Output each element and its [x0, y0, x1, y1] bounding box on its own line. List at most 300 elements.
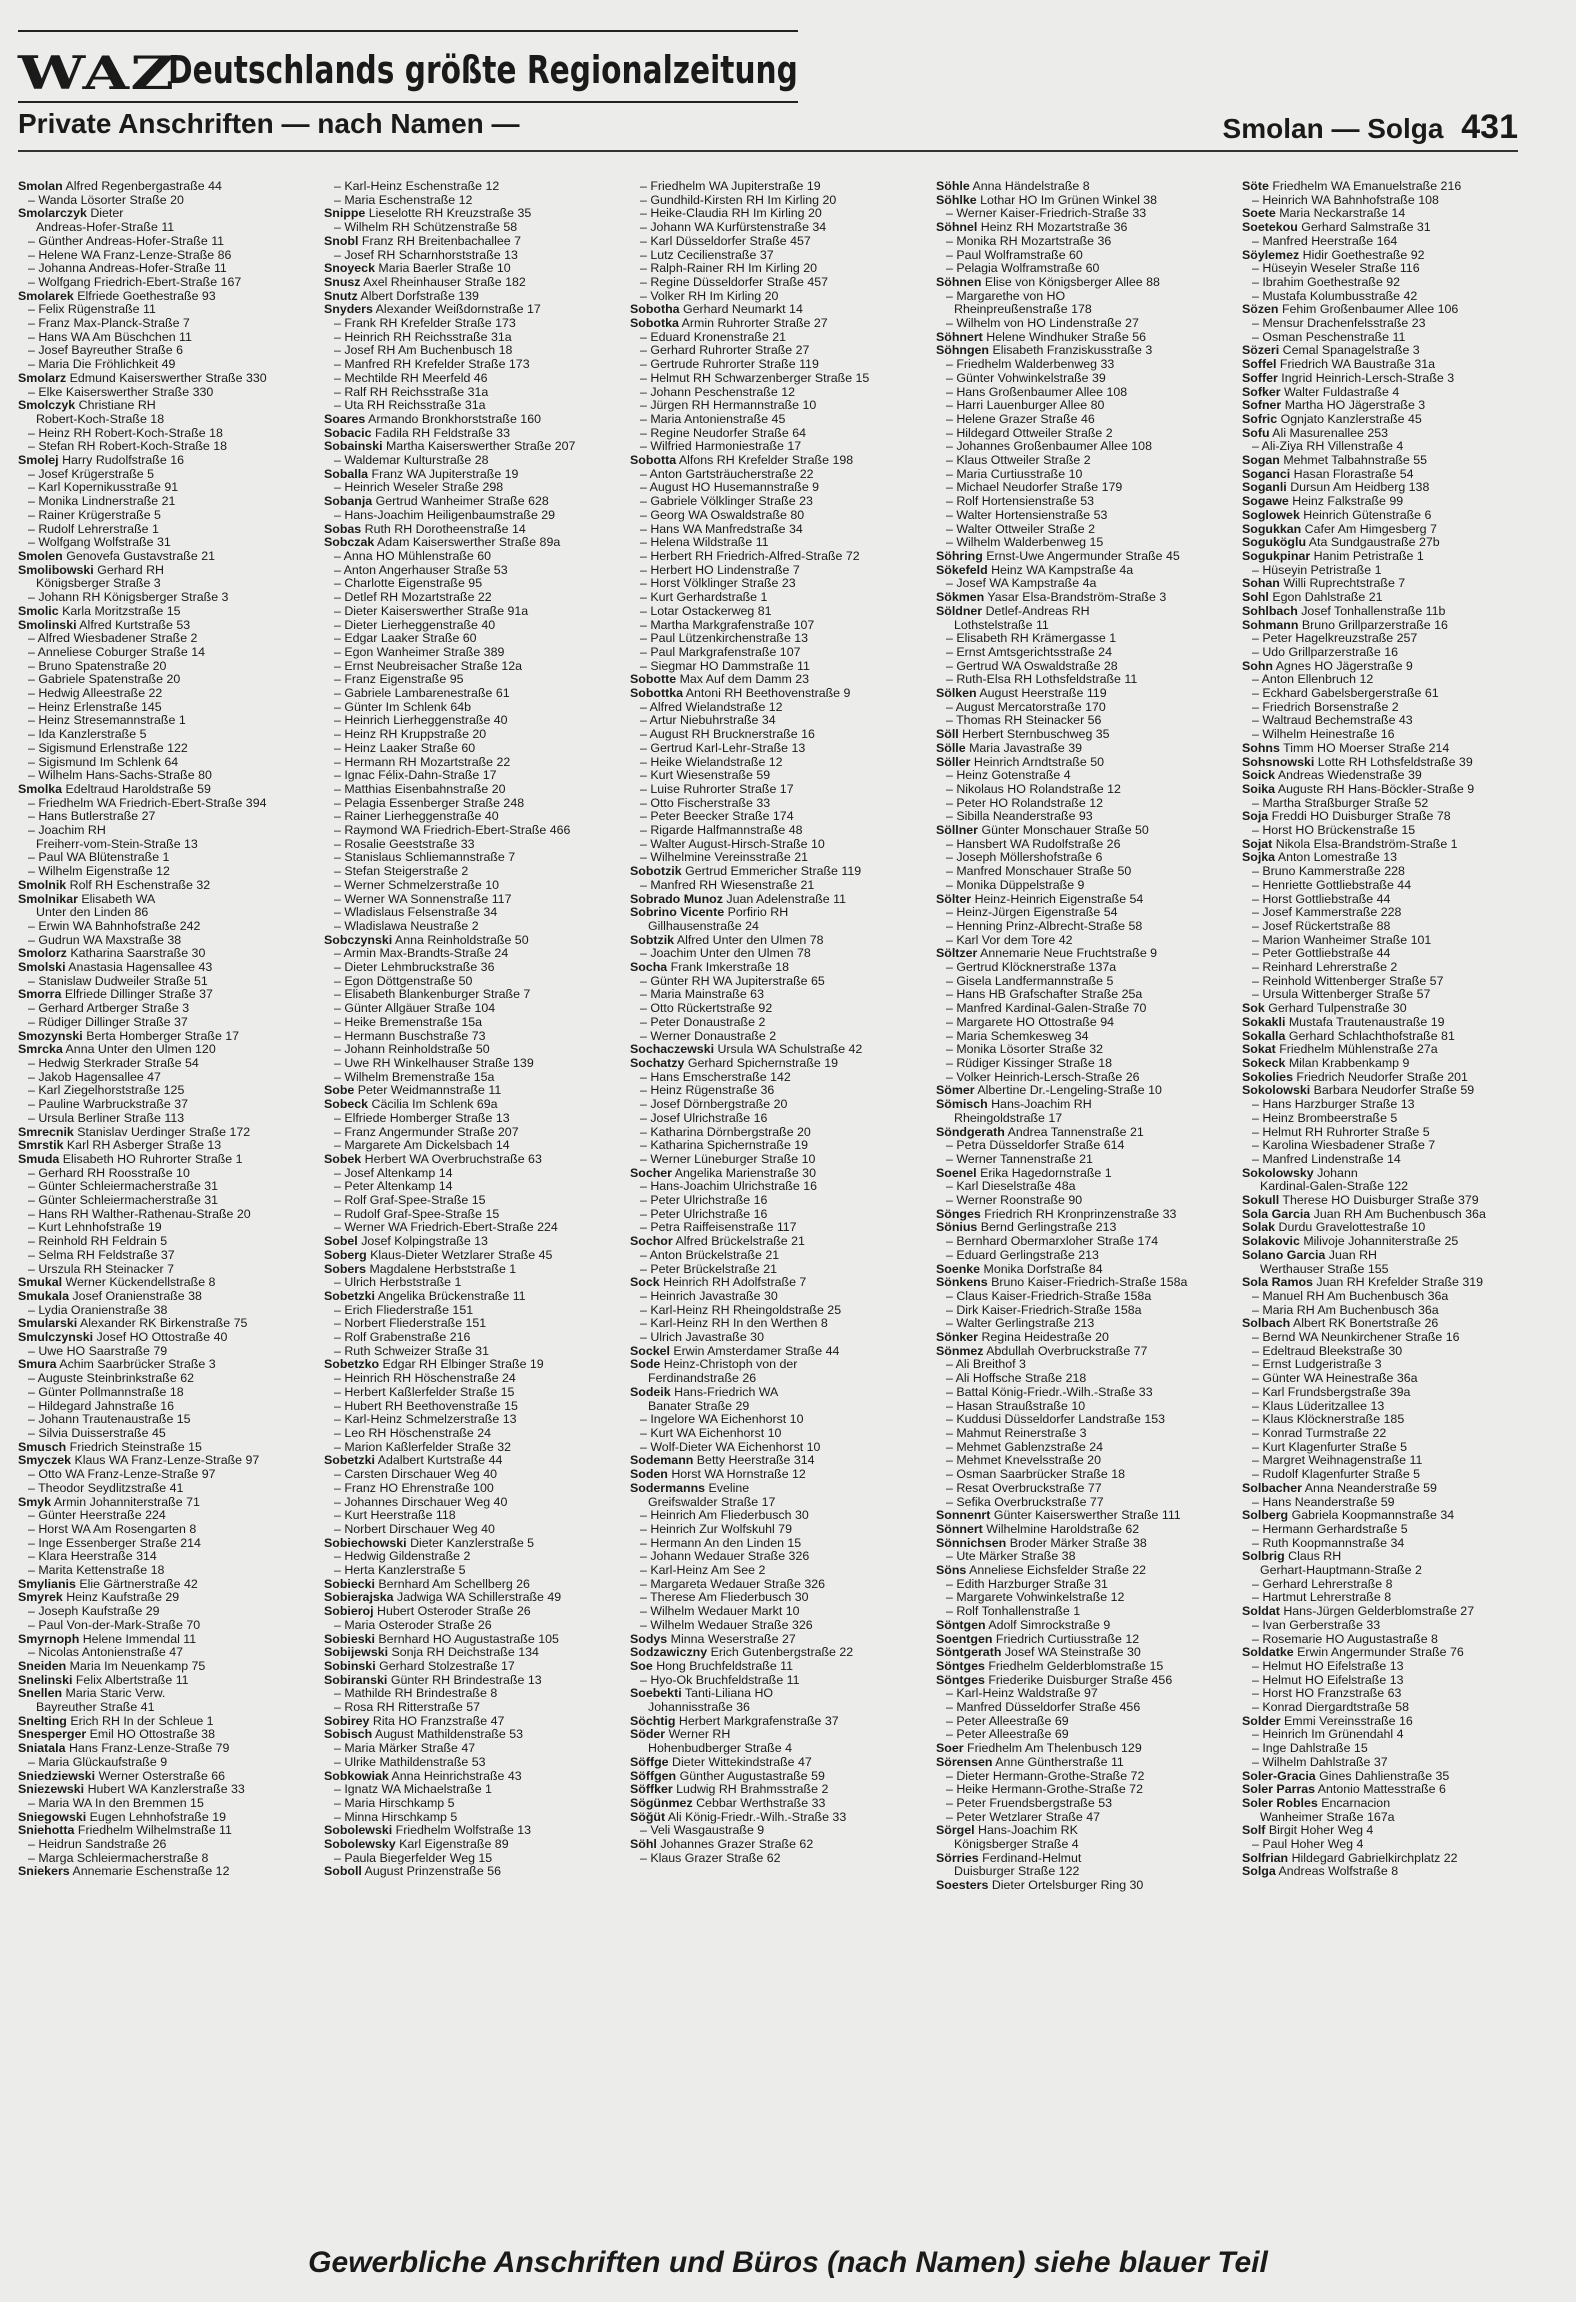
entry-text: – Stanislaw Dudweiler Straße 51 — [28, 974, 208, 988]
entry-text: Klaus-Dieter Wetzlarer Straße 45 — [370, 1248, 553, 1262]
entry-text: – Karl Ziegelhorststraße 125 — [28, 1084, 185, 1098]
listing-entry — [18, 1057, 303, 1071]
surname: Soganli — [1242, 481, 1287, 495]
entry-text: Gabriela Koopmannstraße 34 — [1291, 1509, 1455, 1523]
listing-entry — [630, 372, 915, 386]
surname: Smolarz — [18, 371, 67, 385]
listing-entry — [630, 742, 915, 756]
listing-entry — [1242, 687, 1527, 701]
entry-text: Bruno Grillparzerstraße 16 — [1301, 618, 1448, 632]
listing-entry — [936, 701, 1221, 715]
listing-entry — [630, 1496, 915, 1510]
listing-entry — [1242, 1016, 1527, 1030]
surname: Smolorz — [18, 947, 67, 961]
entry-text: Anna Neanderstraße 59 — [1304, 1481, 1437, 1495]
listing-entry — [324, 481, 609, 495]
listing-entry — [1242, 1345, 1527, 1359]
entry-text: Heinrich RH Adolfstraße 7 — [663, 1276, 807, 1290]
listing-entry — [936, 1879, 1221, 1893]
entry-text: – Carsten Dirschauer Weg 40 — [334, 1468, 497, 1482]
surname: Sobczak — [324, 536, 375, 550]
entry-text: – Georg WA Oswaldstraße 80 — [640, 508, 805, 522]
surname: Sogawe — [1242, 495, 1289, 509]
listing-entry — [630, 303, 915, 317]
entry-text: Alfred Unter den Ulmen 78 — [676, 933, 824, 947]
listing-entry — [936, 468, 1221, 482]
listing-entry — [18, 810, 303, 824]
listing-entry — [1242, 988, 1527, 1002]
listing-entry — [18, 1372, 303, 1386]
entry-text: – Mahmut Reinerstraße 3 — [946, 1426, 1087, 1440]
listing-entry — [630, 577, 915, 591]
entry-text: – Wilhelm Bremenstraße 15a — [334, 1070, 495, 1084]
waz-logo: WAZ — [18, 46, 176, 100]
entry-text: – Werner WA Friedrich-Ebert-Straße 224 — [334, 1221, 558, 1235]
entry-text: – Josef Rückertstraße 88 — [1252, 919, 1391, 933]
entry-text: Freiherr-vom-Stein-Straße 13 — [36, 837, 198, 851]
listing-entry — [936, 1002, 1221, 1016]
entry-text: – Kurt Wiesenstraße 59 — [640, 769, 771, 783]
entry-text: – Sibilla Neanderstraße 93 — [946, 810, 1093, 824]
entry-text: – Lydia Oranienstraße 38 — [28, 1303, 168, 1317]
listing-entry — [1242, 1728, 1527, 1742]
entry-text: – Felix Rügenstraße 11 — [28, 303, 156, 317]
surname: Sobe — [324, 1084, 355, 1098]
surname: Söldner — [936, 604, 983, 618]
surname: Smrcka — [18, 1043, 63, 1057]
surname: Söhngen — [936, 344, 989, 358]
listing-entry — [936, 1811, 1221, 1825]
entry-text: Ruth RH Dorotheenstraße 14 — [364, 522, 526, 536]
entry-text: Hanim Petristraße 1 — [1313, 549, 1424, 563]
listing-entry — [936, 1345, 1221, 1359]
listing-entry — [1242, 810, 1527, 824]
listing-entry — [630, 468, 915, 482]
entry-text: Ferdinand-Helmut — [982, 1851, 1082, 1865]
surname: Sobotzik — [630, 865, 682, 879]
entry-text: Adolf Simrockstraße 9 — [988, 1618, 1111, 1632]
listing-entry — [324, 605, 609, 619]
entry-text: August Heerstraße 119 — [979, 687, 1107, 701]
listing-entry — [324, 1345, 609, 1359]
entry-text: Gertrud Emmericher Straße 119 — [685, 865, 862, 879]
listing-entry — [630, 893, 915, 907]
entry-text: – Peter Gottliebstraße 44 — [1252, 947, 1391, 961]
entry-text: Juan Adelenstraße 11 — [726, 892, 847, 906]
surname: Smukal — [18, 1276, 63, 1290]
entry-text: – Frank RH Krefelder Straße 173 — [334, 317, 516, 331]
listing-entry — [18, 975, 303, 989]
entry-text: Walter Fuldastraße 4 — [1284, 385, 1400, 399]
listing-entry — [324, 221, 609, 235]
listing-entry — [324, 550, 609, 564]
entry-text: – Heinrich Javastraße 30 — [640, 1289, 778, 1303]
entry-text: – Edgar Laaker Straße 60 — [334, 632, 477, 646]
entry-text: – Artur Niebuhrstraße 34 — [640, 714, 776, 728]
listing-entry — [1242, 632, 1527, 646]
surname: Soler-Gracia — [1242, 1769, 1316, 1783]
entry-text: – Herbert HO Lindenstraße 7 — [640, 563, 800, 577]
footer-note: Gewerbliche Anschriften und Büros (nach Namen) siehe blauer Teil — [308, 2246, 1268, 2279]
entry-text: Hong Bruchfeldstraße 11 — [656, 1659, 794, 1673]
entry-text: – Heinrich WA Bahnhofstraße 108 — [1252, 193, 1439, 207]
listing-entry — [324, 1276, 609, 1290]
surname: Sojat — [1242, 837, 1273, 851]
entry-text: – Karl Vor dem Tore 42 — [946, 933, 1073, 947]
surname: Snobl — [324, 234, 359, 248]
surname: Soenel — [936, 1166, 977, 1180]
entry-text: Armin Johanniterstraße 71 — [53, 1495, 200, 1509]
listing-entry — [1242, 276, 1527, 290]
entry-text: – Norbert Dirschauer Weg 40 — [334, 1522, 495, 1536]
entry-text: – Edeltraud Bleekstraße 30 — [1252, 1344, 1403, 1358]
listing-entry — [936, 1413, 1221, 1427]
masthead-rule — [18, 101, 798, 103]
listing-entry — [1242, 399, 1527, 413]
surname: Snutz — [324, 289, 358, 303]
entry-text: – Joseph Kaufstraße 29 — [28, 1605, 160, 1619]
entry-text: – Sigismund Im Schlenk 64 — [28, 755, 179, 769]
entry-text: Josef Oranienstraße 38 — [72, 1289, 202, 1303]
entry-text: Hidir Goethestraße 92 — [1302, 248, 1425, 262]
listing-entry — [630, 646, 915, 660]
surname: Sobrino Vicente — [630, 906, 725, 920]
listing-entry — [324, 961, 609, 975]
entry-text: – Josef Dörnbergstraße 20 — [640, 1098, 788, 1112]
entry-text: – Heike Hermann-Grothe-Straße 72 — [946, 1783, 1143, 1797]
entry-text: Günter Monschauer Straße 50 — [981, 824, 1149, 838]
entry-text: Eugen Lehnhofstraße 19 — [89, 1810, 227, 1824]
listing-entry — [18, 1386, 303, 1400]
listing-entry — [18, 769, 303, 783]
listing-entry — [630, 1578, 915, 1592]
entry-text: – Hans Butlerstraße 27 — [28, 810, 156, 824]
entry-text: Minna Weserstraße 27 — [670, 1632, 796, 1646]
entry-text: – Gabriele Spatenstraße 20 — [28, 673, 181, 687]
listing-entry — [18, 1660, 303, 1674]
surname: Soberg — [324, 1248, 367, 1262]
entry-text: – Jakob Hagensallee 47 — [28, 1070, 161, 1084]
surname: Sobieski — [324, 1632, 375, 1646]
surname: Sobolewsky — [324, 1838, 396, 1852]
surname: Söğüt — [630, 1810, 666, 1824]
listing-entry — [936, 1468, 1221, 1482]
surname: Soesters — [936, 1879, 989, 1893]
section-subtitle: Private Anschriften — nach Namen — — [18, 108, 520, 139]
surname: Smyczek — [18, 1454, 72, 1468]
entry-text: – Otto WA Franz-Lenze-Straße 97 — [28, 1468, 216, 1482]
listing-entry — [630, 1633, 915, 1647]
listing-entry — [936, 454, 1221, 468]
listing-entry — [1242, 1194, 1527, 1208]
entry-text: – Günter Vohwinkelstraße 39 — [946, 371, 1106, 385]
surname: Sniezewski — [18, 1783, 85, 1797]
listing-entry — [1242, 605, 1527, 619]
entry-text: Albert RK Bonertstraße 26 — [1292, 1317, 1439, 1331]
entry-text: – Paul Lützenkirchenstraße 13 — [640, 632, 809, 646]
listing-entry — [1242, 920, 1527, 934]
surname: Sogukpinar — [1242, 549, 1311, 563]
entry-text: Rheingoldstraße 17 — [954, 1111, 1063, 1125]
listing-entry — [936, 194, 1221, 208]
surname: Soboll — [324, 1865, 362, 1879]
listing-entry — [18, 1194, 303, 1208]
entry-text: – Dieter Hermann-Grothe-Straße 72 — [946, 1769, 1145, 1783]
entry-text: – Maria Eschenstraße 12 — [334, 193, 473, 207]
listing-entry — [324, 317, 609, 331]
surname: Soetekou — [1242, 221, 1298, 235]
entry-text: – Helena Wildstraße 11 — [640, 536, 769, 550]
entry-text: – Hasan Straußstraße 10 — [946, 1399, 1086, 1413]
entry-text: – Josef Krügerstraße 5 — [28, 467, 155, 481]
entry-text: Alexander Weißdornstraße 17 — [375, 303, 541, 317]
entry-text: Hildegard Gabrielkirchplatz 22 — [1291, 1851, 1458, 1865]
listing-entry — [630, 1756, 915, 1770]
surname: Smyk — [18, 1495, 52, 1509]
listing-entry — [18, 1317, 303, 1331]
entry-text: Erika Hagedornstraße 1 — [980, 1166, 1112, 1180]
listing-entry — [1242, 769, 1527, 783]
listing-entry — [1242, 619, 1527, 633]
entry-text: Encarnacion — [1321, 1796, 1391, 1810]
surname: Smolarczyk — [18, 207, 87, 221]
listing-entry — [630, 1427, 915, 1441]
entry-text: Ferdinandstraße 26 — [648, 1372, 757, 1386]
entry-text: – Peter Fruendsbergstraße 53 — [946, 1796, 1112, 1810]
entry-text: Andreas-Hofer-Straße 11 — [36, 221, 175, 235]
listing-entry — [630, 673, 915, 687]
entry-text: – Elisabeth Blankenburger Straße 7 — [334, 988, 531, 1002]
entry-text: – Kurt Heerstraße 118 — [334, 1509, 456, 1523]
entry-text: Magdalene Herbststraße 1 — [369, 1262, 517, 1276]
listing-entry — [1242, 1852, 1527, 1866]
entry-text: Hans-Jürgen Gelderblomstraße 27 — [1283, 1605, 1475, 1619]
entry-text: – Gerhard Lehrerstraße 8 — [1252, 1577, 1393, 1591]
entry-text: – Sigismund Erlenstraße 122 — [28, 741, 188, 755]
listing-entry — [1242, 1660, 1527, 1674]
entry-text: Friedrich Neudorfer Straße 201 — [1296, 1070, 1468, 1084]
surname: Sobiechowski — [324, 1536, 407, 1550]
entry-text: – Heinz Erlenstraße 145 — [28, 700, 162, 714]
listing-column-1 — [18, 180, 303, 2200]
surname: Söder — [630, 1728, 666, 1742]
masthead — [18, 44, 176, 102]
listing-entry — [1242, 714, 1527, 728]
listing-entry — [936, 1605, 1221, 1619]
listing-entry — [1242, 1139, 1527, 1153]
entry-text: – Josef WA Kampstraße 4a — [946, 577, 1097, 591]
entry-text: Elfriede Goethestraße 93 — [77, 289, 216, 303]
listing-entry — [630, 180, 915, 194]
surname: Snelinski — [18, 1673, 73, 1687]
entry-text: – Stanislaus Schliemannstraße 7 — [334, 851, 516, 865]
listing-entry — [936, 646, 1221, 660]
entry-text: – Ruth-Elsa RH Lothsfeldstraße 11 — [946, 673, 1138, 687]
entry-text: Milivoje Johanniterstraße 25 — [1303, 1235, 1459, 1249]
entry-text: – Regine Neudorfer Straße 64 — [640, 426, 806, 440]
surname: Söte — [1242, 180, 1269, 193]
listing-entry — [936, 1194, 1221, 1208]
listing-entry — [630, 331, 915, 345]
entry-text: – Wladislawa Neustraße 2 — [334, 919, 479, 933]
entry-text: – Inge Dahlstraße 15 — [1252, 1742, 1368, 1756]
surname: Sodermanns — [630, 1481, 706, 1495]
listing-entry — [324, 1496, 609, 1510]
listing-entry — [630, 1550, 915, 1564]
surname: Soete — [1242, 207, 1276, 221]
listing-entry — [1242, 358, 1527, 372]
entry-text: – Heinz Stresemannstraße 1 — [28, 714, 186, 728]
listing-entry — [1242, 947, 1527, 961]
listing-entry — [1242, 1057, 1527, 1071]
surname: Smyrek — [18, 1591, 63, 1605]
listing-entry — [324, 427, 609, 441]
listing-entry — [1242, 440, 1527, 454]
entry-text: – Uta RH Reichsstraße 31a — [334, 399, 486, 413]
entry-text: – Werner Lüneburger Straße 10 — [640, 1152, 816, 1166]
entry-text: – Hermann Gerhardstraße 5 — [1252, 1522, 1408, 1536]
entry-text: – Joachim RH — [28, 824, 106, 838]
surname: Sohan — [1242, 577, 1280, 591]
surname: Smolic — [18, 604, 59, 618]
entry-text: – Günter Im Schlenk 64b — [334, 700, 472, 714]
entry-text: Hans-Joachim RH — [991, 1098, 1092, 1112]
listing-entry — [630, 1098, 915, 1112]
listing-entry — [1242, 865, 1527, 879]
entry-text: – Ulrich Javastraße 30 — [640, 1331, 764, 1345]
listing-entry — [1242, 851, 1527, 865]
entry-text: – Paul Wolframstraße 60 — [946, 248, 1083, 262]
listing-entry — [936, 1482, 1221, 1496]
listing-entry — [18, 1263, 303, 1277]
entry-text: Annemarie Neue Fruchtstraße 9 — [980, 947, 1158, 961]
entry-text: Ernst-Uwe Angermunder Straße 45 — [986, 549, 1180, 563]
entry-text: Heinrich Gütenstraße 6 — [1303, 508, 1432, 522]
listing-entry — [630, 632, 915, 646]
listing-entry — [324, 851, 609, 865]
page-header — [1223, 108, 1518, 147]
entry-text: – Peter Ulrichstraße 16 — [640, 1207, 768, 1221]
entry-text: – Egon Wanheimer Straße 389 — [334, 645, 505, 659]
entry-text: – Hans Großenbaumer Allee 108 — [946, 385, 1128, 399]
surname: Soebekti — [630, 1687, 682, 1701]
surname: Soentgen — [936, 1632, 993, 1646]
entry-text: Friedhelm Wilhelmstraße 11 — [77, 1824, 232, 1838]
listing-entry — [18, 1290, 303, 1304]
listing-entry — [18, 1550, 303, 1564]
entry-text: – Josef Bayreuther Straße 6 — [28, 344, 183, 358]
listing-entry — [936, 920, 1221, 934]
listing-entry — [936, 509, 1221, 523]
entry-text: Erwin Angermunder Straße 76 — [1297, 1646, 1464, 1660]
listing-entry — [936, 1715, 1221, 1729]
listing-entry — [1242, 1427, 1527, 1441]
entry-text: – Marion Kaßlerfelder Straße 32 — [334, 1440, 511, 1454]
entry-text: Albertine Dr.-Lengeling-Straße 10 — [977, 1084, 1162, 1098]
entry-text: – Rolf Grabenstraße 216 — [334, 1331, 471, 1345]
entry-text: – Maria Mainstraße 63 — [640, 988, 764, 1002]
listing-entry — [18, 481, 303, 495]
surname: Sönnichsen — [936, 1536, 1007, 1550]
entry-text: Andreas Wolfstraße 8 — [1278, 1865, 1399, 1879]
listing-entry — [18, 1482, 303, 1496]
listing-entry — [936, 427, 1221, 441]
listing-entry — [936, 1756, 1221, 1770]
entry-text: – Joseph Möllershofstraße 6 — [946, 851, 1103, 865]
entry-text: Tanti-Liliana HO — [684, 1687, 774, 1701]
listing-entry — [630, 1016, 915, 1030]
entry-text: Emmi Vereinsstraße 16 — [1284, 1714, 1413, 1728]
entry-text: Peter Weidmannstraße 11 — [357, 1084, 502, 1098]
surname: Sönmez — [936, 1344, 984, 1358]
entry-text: Edmund Kaiserswerther Straße 330 — [69, 371, 267, 385]
entry-text: Werner Osterstraße 66 — [98, 1769, 226, 1783]
surname: Sömer — [936, 1084, 975, 1098]
entry-text: – Horst HO Brückenstraße 15 — [1252, 824, 1416, 838]
entry-text: – Ursula Wittenberger Straße 57 — [1252, 988, 1431, 1002]
entry-text: – Hans HB Grafschafter Straße 25a — [946, 988, 1143, 1002]
listing-entry — [1242, 1687, 1527, 1701]
listing-entry — [630, 536, 915, 550]
surname: Sokolowsky — [1242, 1166, 1314, 1180]
entry-text: – Josef RH Scharnhorststraße 13 — [334, 248, 518, 262]
entry-text: – Martha Straßburger Straße 52 — [1252, 796, 1429, 810]
surname: Sofric — [1242, 412, 1278, 426]
listing-entry — [18, 1728, 303, 1742]
listing-entry — [936, 344, 1221, 358]
surname: Sobetzko — [324, 1358, 380, 1372]
listing-entry — [936, 1646, 1221, 1660]
entry-text: Johann — [1317, 1166, 1358, 1180]
listing-entry — [1242, 1386, 1527, 1400]
surname: Söhnen — [936, 275, 982, 289]
entry-text: Andreas Wiedenstraße 39 — [1277, 769, 1422, 783]
entry-text: – Anton Angerhauser Straße 53 — [334, 563, 508, 577]
listing-entry — [1242, 509, 1527, 523]
listing-entry — [936, 1523, 1221, 1537]
entry-text: – Manfred RH Wiesenstraße 21 — [640, 878, 815, 892]
listing-entry — [18, 440, 303, 454]
surname: Söns — [936, 1564, 967, 1578]
entry-text: – Paul Markgrafenstraße 107 — [640, 645, 801, 659]
surname: Sobczynski — [324, 933, 393, 947]
entry-text: – Osman Peschenstraße 11 — [1252, 330, 1406, 344]
entry-text: – Kurt Klagenfurter Straße 5 — [1252, 1440, 1407, 1454]
listing-entry — [1242, 1358, 1527, 1372]
entry-text: Stanislav Uerdinger Straße 172 — [77, 1125, 251, 1139]
entry-text: Anna Unter den Ulmen 120 — [65, 1043, 216, 1057]
surname: Solga — [1242, 1865, 1276, 1879]
entry-text: Karl Eigenstraße 89 — [399, 1838, 509, 1852]
listing-entry — [324, 468, 609, 482]
masthead-slogan: Deutschlands größte Regionalzeitung — [168, 48, 798, 92]
entry-text: Gerhart-Hauptmann-Straße 2 — [1260, 1564, 1422, 1578]
listing-entry — [324, 824, 609, 838]
listing-entry — [630, 1400, 915, 1414]
surname: Sobainski — [324, 440, 383, 454]
listing-entry — [324, 303, 609, 317]
listing-entry — [324, 1728, 609, 1742]
entry-text: – Ida Kanzlerstraße 5 — [28, 728, 147, 742]
listing-entry — [18, 961, 303, 975]
listing-entry — [18, 1838, 303, 1852]
entry-text: Auguste RH Hans-Böckler-Straße 9 — [1277, 782, 1475, 796]
entry-text: – Hüseyin Weseler Straße 116 — [1252, 262, 1420, 276]
entry-text: – Hans RH Walther-Rathenau-Straße 20 — [28, 1207, 251, 1221]
listing-entry — [18, 619, 303, 633]
listing-entry — [936, 714, 1221, 728]
surname: Soares — [324, 412, 366, 426]
